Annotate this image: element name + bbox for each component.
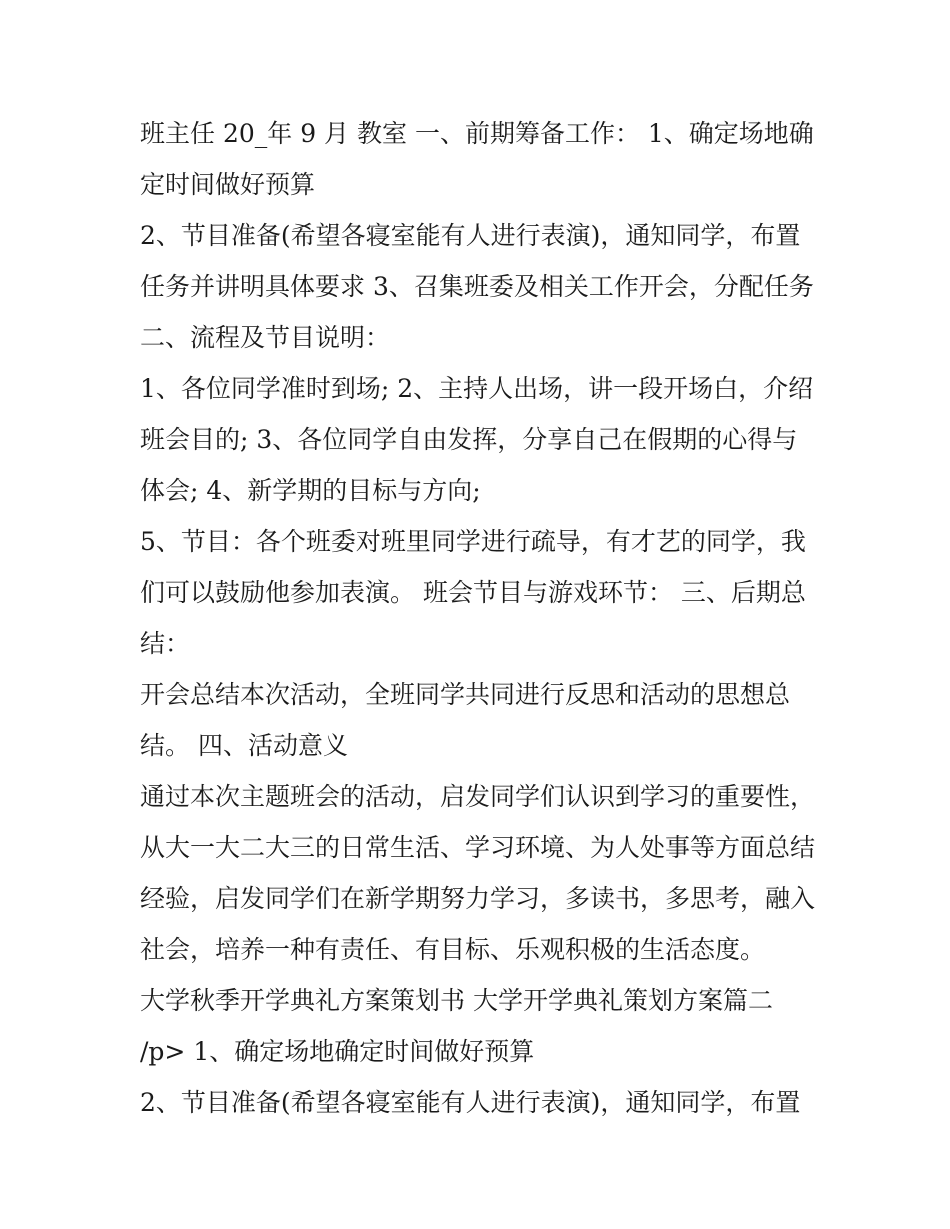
paragraph-program-prep-repeat: 2、节目准备(希望各寝室能有人进行表演)，通知同学，布置 — [140, 1088, 801, 1117]
paragraph-process-steps: 1、各位同学准时到场; 2、主持人出场，讲一段开场白，介绍班会目的; 3、各位同学自由发挥，分享自己在假期的心得与体会; 4、新学期的目标与方向; — [140, 374, 814, 505]
paragraph-program-prep: 2、节目准备(希望各寝室能有人进行表演)，通知同学，布置任务并讲明具体要求 3、召集班委及相关工作开会，分配任务 二、流程及节目说明： — [140, 221, 814, 352]
paragraph-significance: 通过本次主题班会的活动，启发同学们认识到学习的重要性，从大一大二大三的日常生活、学习环境、为人处事等方面总结经验，启发同学们在新学期努力学习，多读书，多思考，融入社会，培养一种有责任、有目标、乐观积极的生活态度。 — [140, 782, 816, 964]
paragraph-section-title: 大学秋季开学典礼方案策划书 大学开学典礼策划方案篇二 — [140, 986, 773, 1015]
paragraph-performances: 5、节目：各个班委对班里同学进行疏导，有才艺的同学，我们可以鼓励他参加表演。 班会节目与游戏环节： 三、后期总结： — [140, 527, 806, 658]
document-body — [140, 108, 820, 1128]
paragraph-preparation: 班主任 20_年 9 月 教室 一、前期筹备工作： 1、确定场地确定时间做好预算 — [140, 119, 814, 199]
paragraph-summary: 开会总结本次活动，全班同学共同进行反思和活动的思想总结。 四、活动意义 — [140, 680, 791, 760]
paragraph-venue-budget: /p> 1、确定场地确定时间做好预算 — [140, 1037, 535, 1066]
